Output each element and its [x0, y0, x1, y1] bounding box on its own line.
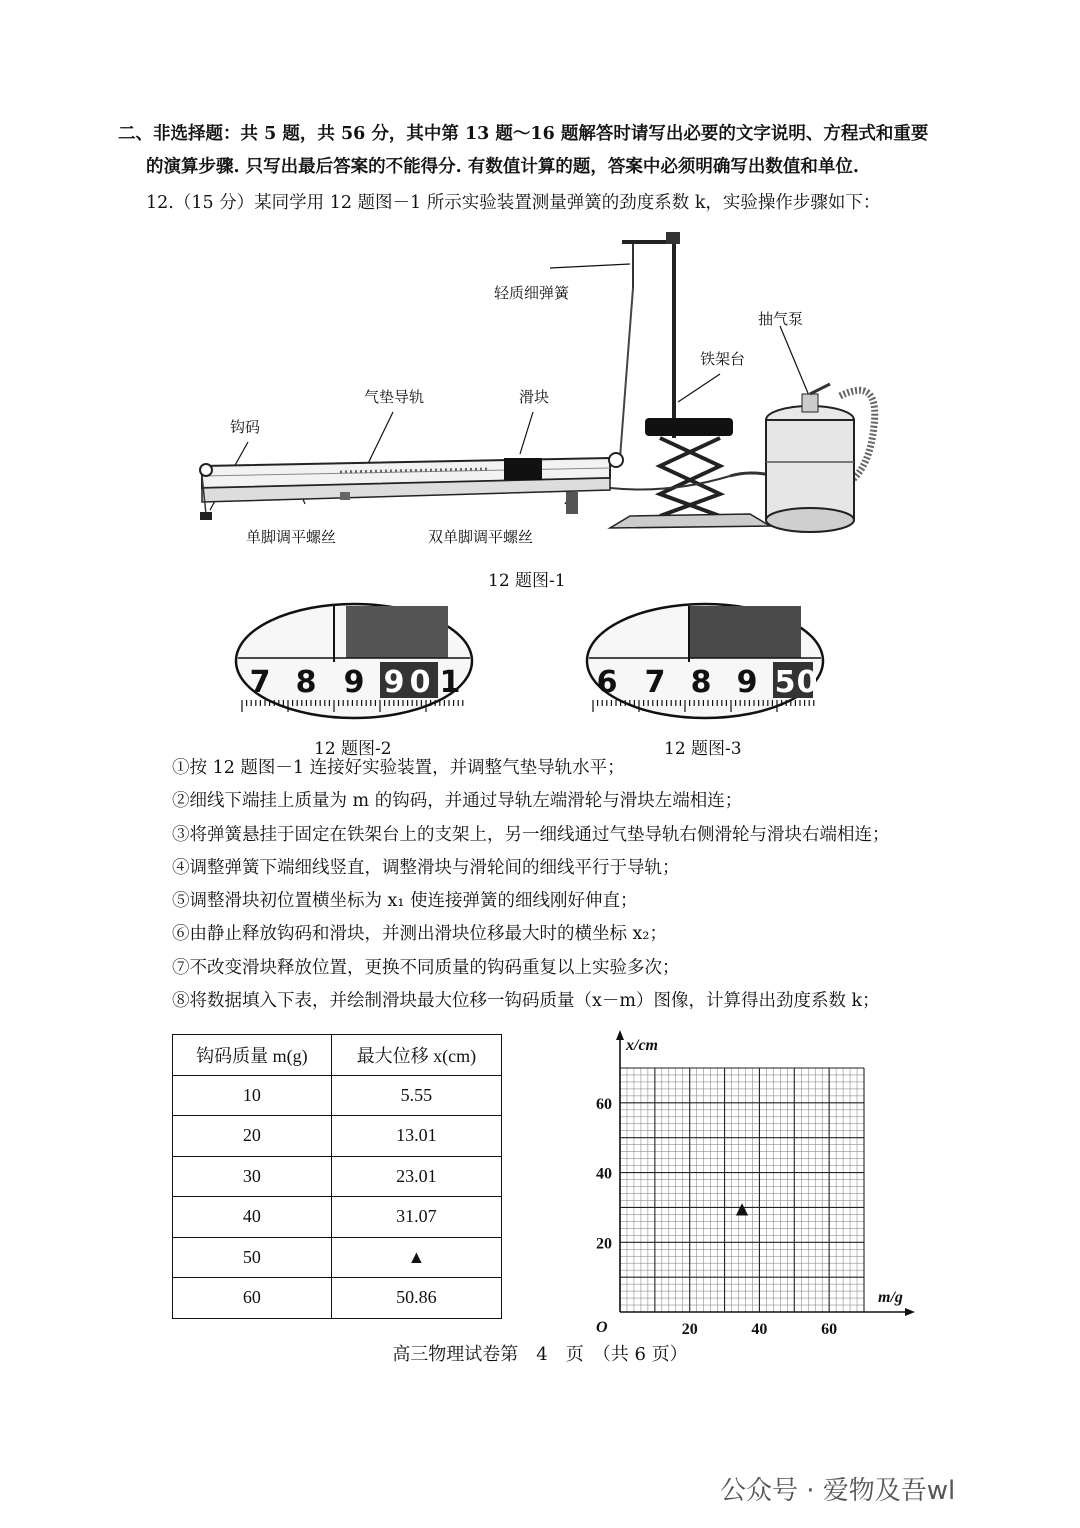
ruler2-digit-2: 8	[295, 665, 317, 700]
cell-mass: 10	[173, 1075, 332, 1116]
cell-displacement: 31.07	[331, 1197, 501, 1238]
cell-mass: 40	[173, 1197, 332, 1238]
data-table	[172, 1034, 502, 1319]
header-mass: 钩码质量 m(g)	[173, 1035, 332, 1076]
section-heading-line2: 的演算步骤. 只写出最后答案的不能得分. 有数值计算的题，答案中必须明确写出数值和单位.	[146, 157, 859, 177]
step-4: ④调整弹簧下端细线竖直，调整滑块与滑轮间的细线平行于导轨；	[172, 857, 680, 878]
table-row	[173, 1075, 502, 1116]
x-tick-label: 40	[751, 1321, 768, 1338]
step-8: ⑧将数据填入下表，并绘制滑块最大位移一钩码质量（x－m）图像，计算得出劲度系数 k；	[172, 990, 880, 1011]
step-7: ⑦不改变滑块释放位置，更换不同质量的钩码重复以上实验多次；	[172, 957, 680, 978]
cell-mass: 60	[173, 1278, 332, 1319]
y-axis-arrow	[616, 1030, 624, 1040]
label-spring: 轻质细弹簧	[494, 284, 570, 302]
cell-mass: 50	[173, 1237, 332, 1278]
ruler2-digit-4: 9	[383, 665, 405, 700]
label-track: 气垫导轨	[364, 388, 425, 406]
graph-annotation-triangle: ▲	[735, 1198, 749, 1218]
origin-label: O	[596, 1319, 608, 1336]
cell-displacement: 50.86	[331, 1278, 501, 1319]
x-tick-label: 20	[681, 1321, 698, 1338]
x-axis-arrow	[905, 1308, 915, 1316]
header-displacement: 最大位移 x(cm)	[331, 1035, 501, 1076]
step-5: ⑤调整滑块初位置横坐标为 x₁ 使连接弹簧的细线刚好伸直；	[172, 891, 638, 911]
ruler3-digit-4: 9	[736, 665, 758, 700]
ruler3-digit-6: 0	[796, 665, 818, 700]
ruler2-digit-3: 9	[343, 665, 365, 700]
figure3-caption: 12 题图-3	[664, 739, 742, 759]
label-single-screw: 单脚调平螺丝	[246, 528, 337, 546]
y-tick-label: 60	[596, 1095, 612, 1113]
step-1: ①按 12 题图－1 连接好实验装置，并调整气垫导轨水平；	[172, 758, 625, 778]
cell-displacement: 5.55	[331, 1075, 501, 1116]
ruler-reading-figure-2	[234, 602, 474, 720]
label-slider: 滑块	[519, 388, 550, 406]
cell-displacement: 13.01	[331, 1116, 501, 1157]
ruler2-digit-5: 0	[409, 665, 431, 700]
table-row	[173, 1116, 502, 1157]
table-row	[173, 1156, 502, 1197]
x-axis-label: m/g	[878, 1289, 903, 1306]
cell-displacement: ▲	[331, 1237, 501, 1278]
step-list	[172, 752, 890, 1018]
step-6: ⑥由静止释放钩码和滑块，并测出滑块位移最大时的横坐标 x₂；	[172, 924, 667, 945]
step-3: ③将弹簧悬挂于固定在铁架台上的支架上，另一细线通过气垫导轨右侧滑轮与滑块右端相连；	[172, 824, 890, 845]
label-pump: 抽气泵	[758, 310, 804, 328]
watermark: 公众号 · 爱物及吾wl	[720, 1476, 956, 1506]
step-2: ②细线下端挂上质量为 m 的钩码，并通过导轨左端滑轮与滑块左端相连；	[172, 791, 743, 812]
label-stand: 铁架台	[700, 350, 746, 368]
cell-mass: 20	[173, 1116, 332, 1157]
label-weight: 钩码	[230, 418, 261, 436]
ruler3-digit-2: 7	[644, 665, 666, 700]
figure2-caption: 12 题图-2	[314, 739, 392, 759]
table-row	[173, 1237, 502, 1278]
y-tick-label: 20	[596, 1235, 612, 1253]
table-row	[173, 1278, 502, 1319]
graph-paper	[590, 1030, 920, 1340]
section-heading-line1: 二、非选择题：共 5 题，共 56 分，其中第 13 题～16 题解答时请写出必要的文字说明、方程式和重要	[118, 124, 929, 144]
question-stem: 12.（15 分）某同学用 12 题图－1 所示实验装置测量弹簧的劲度系数 k，实验操作步骤如下：	[146, 193, 881, 213]
cell-displacement: 23.01	[331, 1156, 501, 1197]
cell-mass: 30	[173, 1156, 332, 1197]
y-axis-label: x/cm	[626, 1037, 658, 1054]
ruler3-digit-5: 5	[774, 665, 796, 700]
ruler-reading-figure-3	[585, 602, 825, 720]
ruler2-digit-1: 7	[249, 665, 271, 700]
ruler3-digit-1: 6	[596, 665, 618, 700]
label-double-screw: 双单脚调平螺丝	[428, 528, 534, 546]
ruler2-digit-6: 1	[439, 665, 461, 700]
ruler3-digit-3: 8	[690, 665, 712, 700]
table-header-row	[173, 1035, 502, 1076]
y-tick-label: 40	[596, 1165, 612, 1183]
figure1-caption: 12 题图-1	[488, 571, 566, 591]
page-footer: 高三物理试卷第 4 页 （共 6 页）	[392, 1344, 688, 1365]
table-row	[173, 1197, 502, 1238]
x-tick-label: 60	[821, 1321, 838, 1338]
